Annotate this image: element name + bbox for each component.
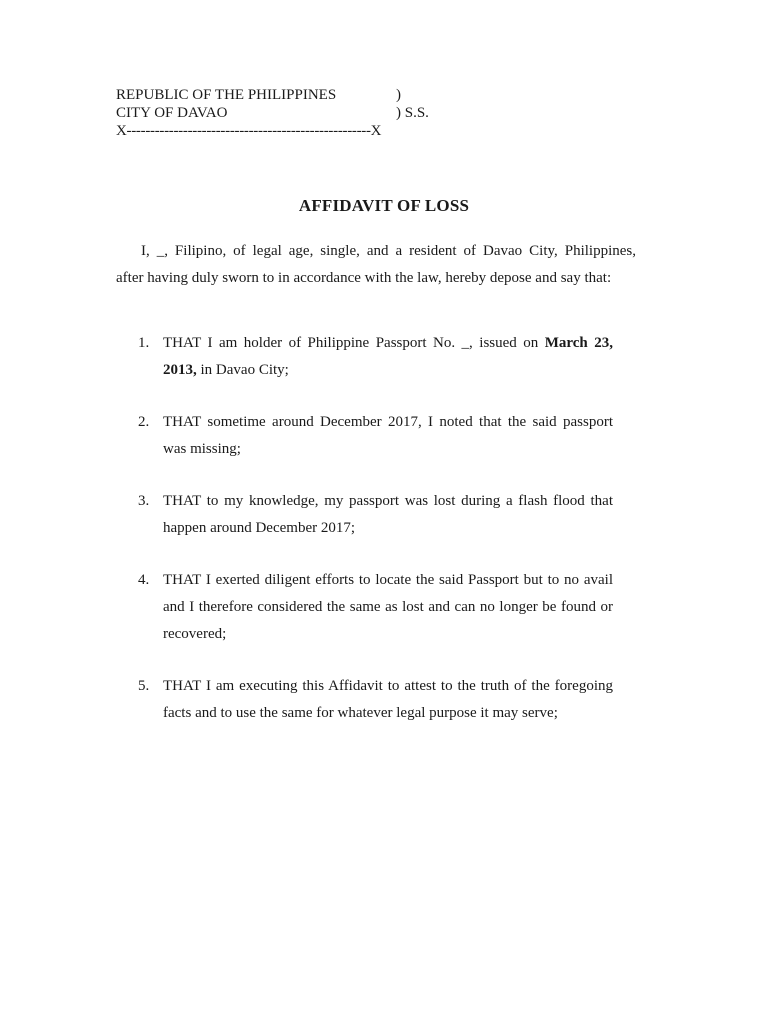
item-text: THAT I am executing this Affidavit to attest to the truth of the foregoing facts and to use the same for whatever legal purpose it may serve;	[163, 678, 613, 721]
list-item	[116, 673, 613, 727]
document-title: AFFIDAVIT OF LOSS	[298, 196, 470, 215]
item-number: 4.	[138, 572, 150, 588]
venue-ss-text: ) S.S.	[396, 105, 429, 121]
item-number: 2.	[138, 414, 150, 430]
venue-republic-text: REPUBLIC OF THE PHILIPPINES	[116, 87, 337, 103]
venue-city-text: CITY OF DAVAO	[116, 105, 228, 121]
item-number: 1.	[138, 335, 150, 351]
item-text-after: in Davao City;	[196, 362, 289, 378]
intro-paragraph	[116, 238, 636, 292]
venue-line-city	[116, 104, 429, 122]
list-item	[116, 488, 613, 542]
item-text: THAT sometime around December 2017, I noted that the said passport was missing;	[163, 414, 613, 457]
item-text: THAT to my knowledge, my passport was lost during a flash flood that happen around December 2017;	[163, 493, 613, 536]
item-number: 3.	[138, 493, 150, 509]
item-date-bold: March 23, 2013,	[163, 335, 613, 378]
list-item	[116, 330, 613, 384]
item-text: THAT I am holder of Philippine Passport No. _, issued on	[163, 335, 545, 351]
list-item	[116, 567, 613, 648]
list-item	[116, 409, 613, 463]
venue-republic-bracket: )	[396, 87, 401, 103]
intro-first-line: I, _, Filipino, of legal age, single, and a resident of Davao City, Philippines,	[141, 243, 636, 259]
venue-header	[116, 86, 429, 140]
statements-list	[116, 330, 613, 727]
venue-separator: X----------------------------------------------------X	[116, 123, 382, 139]
intro-rest: after having duly sworn to in accordance with the law, hereby depose and say that:	[116, 270, 612, 286]
item-number: 5.	[138, 678, 150, 694]
venue-line-republic	[116, 86, 401, 104]
item-text: THAT I exerted diligent efforts to locate the said Passport but to no avail and I therefore considered the same as lost and can no longer be found or recovered;	[163, 572, 613, 642]
